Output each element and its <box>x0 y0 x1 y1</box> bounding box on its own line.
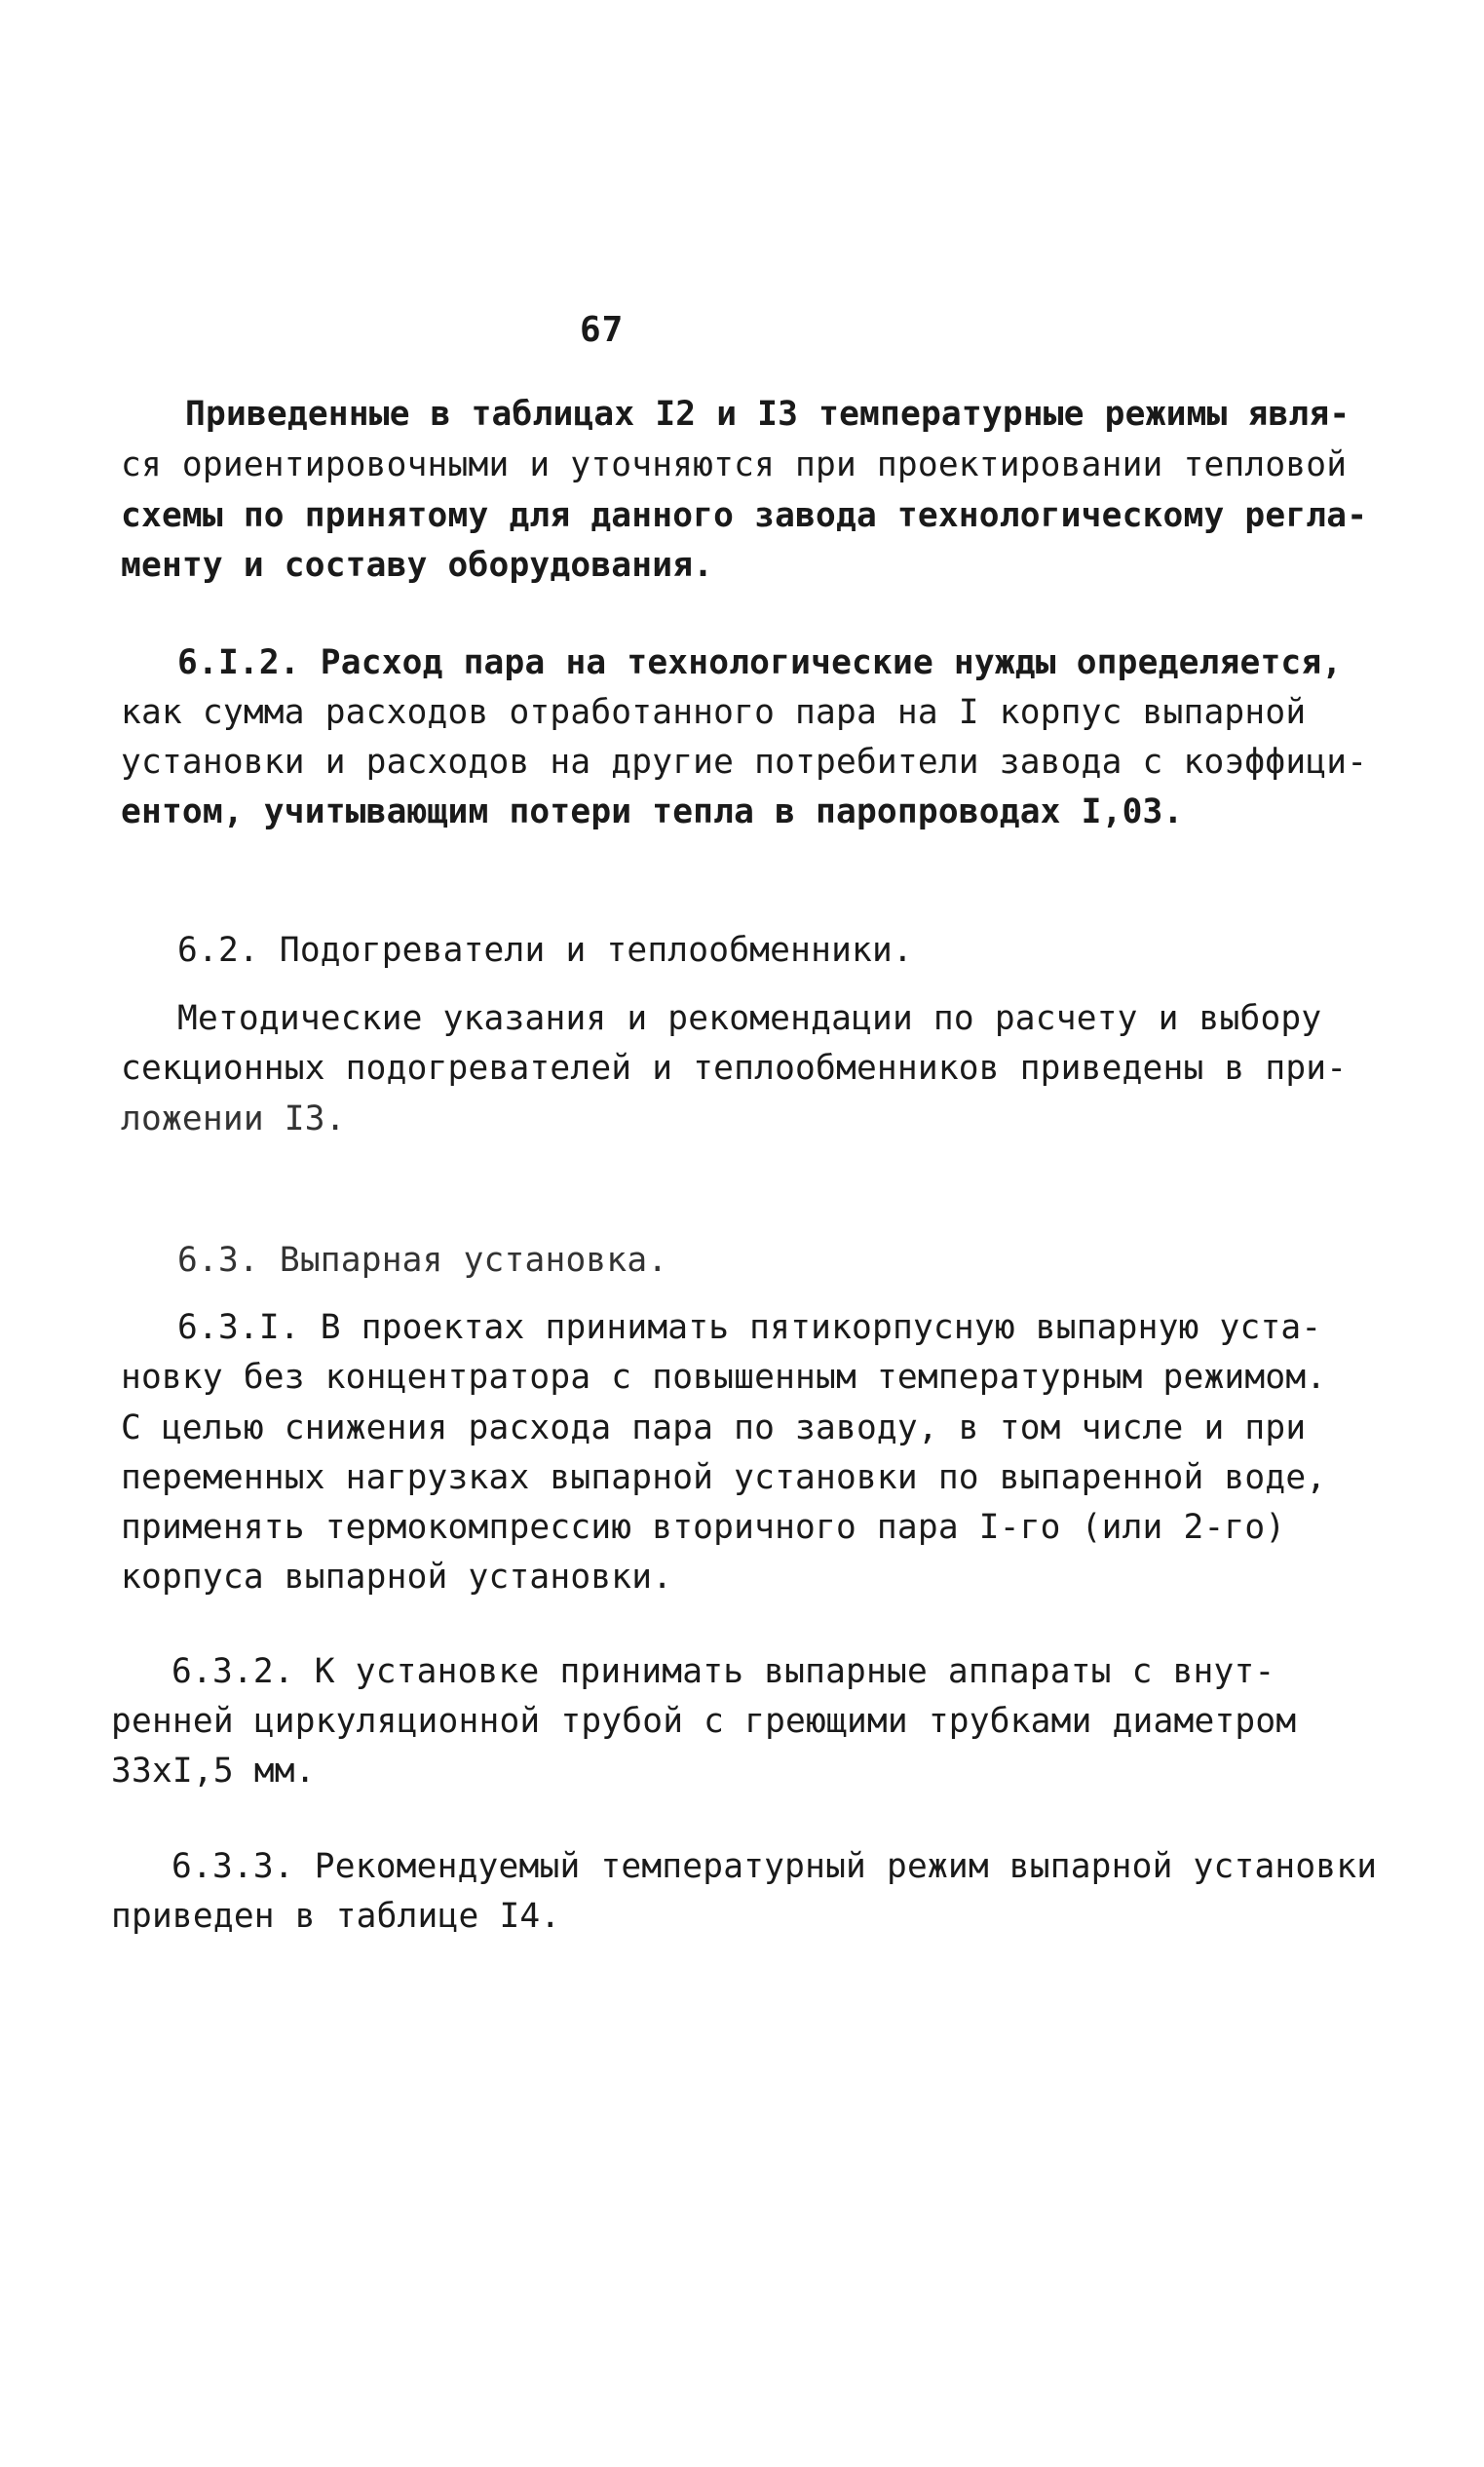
section-title: 6.3. Выпарная установка. <box>177 1241 668 1280</box>
text-line: ентом, учитывающим потери тепла в паропроводах I,03. <box>121 792 1184 831</box>
text-line: ся ориентировочными и уточняются при проектировании тепловой <box>121 445 1348 484</box>
text-line: ложении I3. <box>121 1099 346 1138</box>
text-line: менту и составу оборудования. <box>121 546 714 585</box>
text-line: переменных нагрузках выпарной установки по выпаренной воде, <box>121 1458 1327 1497</box>
text-line: применять термокомпрессию вторичного пара I-го (или 2-го) <box>121 1508 1286 1547</box>
text-line: как сумма расходов отработанного пара на I корпус выпарной <box>121 693 1307 732</box>
text-line: 6.3.I. В проектах принимать пятикорпусную выпарную уста- <box>177 1308 1322 1347</box>
text-line: новку без концентратора с повышенным температурным режимом. <box>121 1358 1327 1397</box>
text-line: 6.3.3. Рекомендуемый температурный режим выпарной установки <box>171 1847 1378 1886</box>
text-line: секционных подогревателей и теплообменников приведены в при- <box>121 1049 1348 1088</box>
text-line: схемы по принятому для данного завода технологическому регла- <box>121 496 1368 535</box>
text-line: приведен в таблице I4. <box>111 1897 561 1936</box>
text-line: 6.I.2. Расход пара на технологические нужды определяется, <box>177 643 1343 682</box>
text-line: 6.3.2. К установке принимать выпарные аппараты с внут- <box>171 1652 1275 1691</box>
text-line: ренней циркуляционной трубой с греющими трубками диаметром <box>111 1702 1297 1741</box>
text-line: 33хI,5 мм. <box>111 1752 316 1791</box>
text-line: Методические указания и рекомендации по расчету и выбору <box>177 999 1322 1038</box>
text-line: установки и расходов на другие потребители завода с коэффици- <box>121 743 1368 782</box>
text-line: С целью снижения расхода пара по заводу, в том числе и при <box>121 1408 1307 1447</box>
text-line: корпуса выпарной установки. <box>121 1558 673 1597</box>
page-number: 67 <box>580 310 625 350</box>
section-title: 6.2. Подогреватели и теплообменники. <box>177 931 913 970</box>
text-line: Приведенные в таблицах I2 и I3 температурные режимы явля- <box>185 395 1351 434</box>
